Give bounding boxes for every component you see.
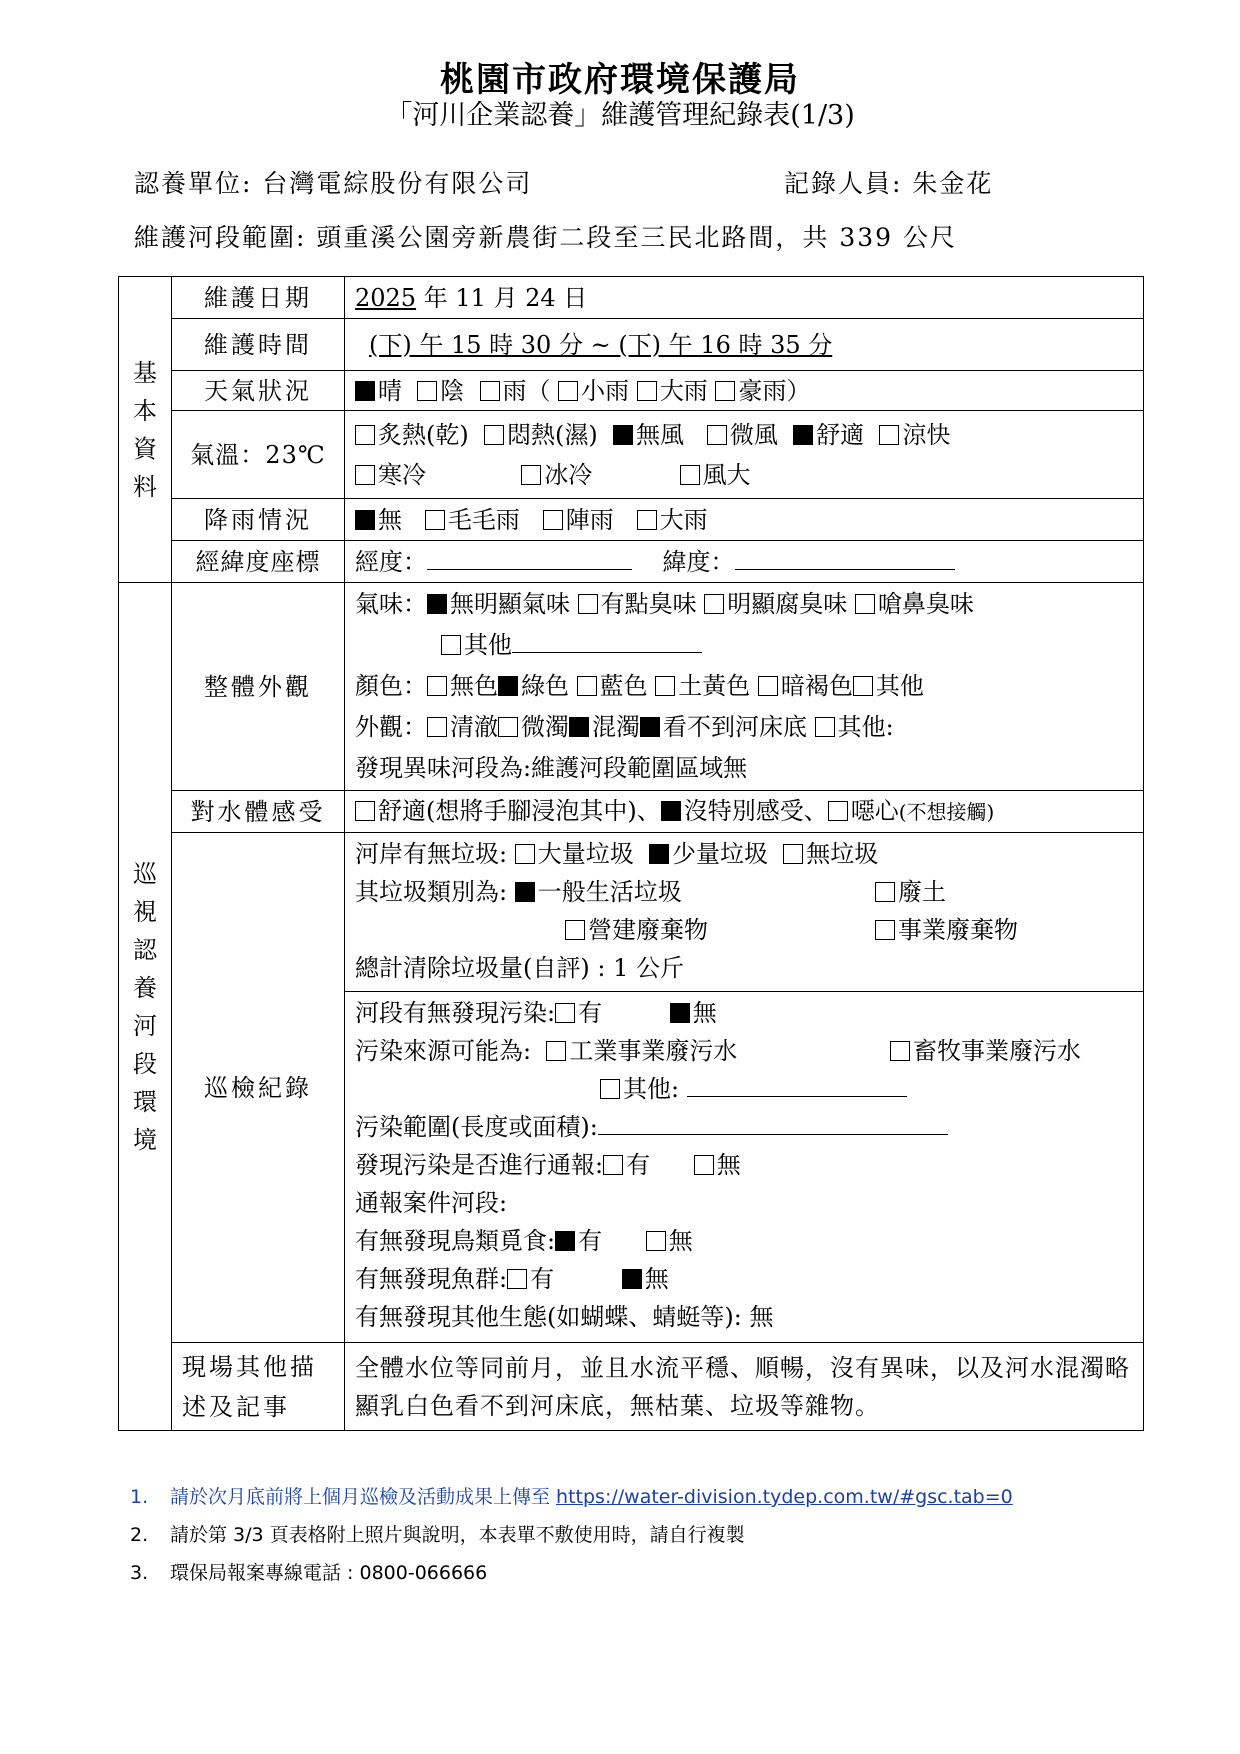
other-notes-text: 全體水位等同前月，並且水流平穩、順暢，沒有異味，以及河水混濁略顯乳白色看不到河床底，無枯葉、垃圾等雜物。 (345, 1343, 1144, 1431)
source-other-checkbox[interactable] (600, 1079, 620, 1099)
note-1: 1. 請於次月底前將上個月巡檢及活動成果上傳至 https://water-division.tydep.com.tw/#gsc.tab=0 (130, 1486, 1013, 1508)
temp-freezing-checkbox[interactable] (521, 465, 541, 485)
pollution-yes-checkbox[interactable] (555, 1003, 575, 1023)
temp-no-wind-checkbox[interactable] (613, 425, 633, 445)
temp-hot-humid-checkbox[interactable] (484, 425, 504, 445)
temperature-label: 氣溫：23℃ (172, 411, 345, 499)
other-ecology: 有無發現其他生態(如蝴蝶、蜻蜓等): 無 (355, 1303, 774, 1331)
temp-cool-checkbox[interactable] (879, 425, 899, 445)
latitude-label: 緯度： (662, 547, 735, 576)
time-value: (下) 午 15 時 30 分 ~ (下) 午 16 時 35 分 (345, 319, 1144, 371)
date-label: 維護日期 (172, 277, 345, 319)
inspection-details: 河岸有無垃圾: 大量垃圾 少量垃圾 無垃圾 其垃圾類別為: 一般生活垃圾 廢土 營建廢棄物 事業廢棄物 總計清除垃圾量(自評) : 1 公斤 河段有無發現污染: 有 無 污染來源可能為: 工業事業廢污水 畜牧事業廢污水 其他: 污染範圍(長度或面積): 發現污染是否進行通報: 有 無 通報案件河段: 有無發現鳥類覓食: 有 無 有無發現魚群: 有 無 有無發現其他生態(如蝴蝶、蜻蜓等): 無 (345, 833, 1144, 1343)
trash-little-checkbox[interactable] (649, 844, 669, 864)
trash-soil-checkbox[interactable] (875, 882, 895, 902)
fish-yes-checkbox[interactable] (507, 1269, 527, 1289)
weather-cloudy-checkbox[interactable] (417, 381, 437, 401)
report-segment: 通報案件河段: (355, 1189, 508, 1217)
document-subtitle: 「河川企業認養」維護管理紀錄表(1/3) (385, 100, 855, 131)
note-3: 3. 環保局報案專線電話 : 0800-066666 (130, 1562, 488, 1584)
coordinates-fields (345, 541, 1144, 583)
temp-cold-checkbox[interactable] (355, 465, 375, 485)
trash-none-checkbox[interactable] (783, 844, 803, 864)
color-brown-checkbox[interactable] (758, 676, 778, 696)
temp-hot-dry-checkbox[interactable] (355, 425, 375, 445)
weather-light-rain-checkbox[interactable] (558, 381, 578, 401)
date-value: 2025 年 11 月 24 日 (345, 277, 1144, 319)
odor-slight-checkbox[interactable] (578, 594, 598, 614)
range-label: 維護河段範圍: (134, 223, 307, 252)
inspection-label: 巡檢紀錄 (172, 833, 345, 1343)
rainfall-options: 無 毛毛雨 陣雨 大雨 (345, 499, 1144, 541)
recorder-label: 記錄人員: (784, 169, 903, 198)
temperature-options: 炙熱(乾) 悶熱(濕) 無風 微風 舒適 涼快 寒冷 冰冷 風大 (345, 411, 1144, 499)
pollution-range-field[interactable] (598, 1112, 948, 1135)
fish-no-checkbox[interactable] (622, 1269, 642, 1289)
look-clear-checkbox[interactable] (427, 717, 447, 737)
maintenance-range (134, 218, 957, 254)
rainfall-drizzle-checkbox[interactable] (425, 510, 445, 530)
longitude-field[interactable] (427, 547, 632, 570)
odor-obvious-checkbox[interactable] (704, 594, 724, 614)
temp-windy-checkbox[interactable] (680, 465, 700, 485)
source-livestock-checkbox[interactable] (890, 1041, 910, 1061)
weather-sunny-checkbox[interactable] (355, 381, 375, 401)
trash-amount: 總計清除垃圾量(自評) : 1 公斤 (355, 954, 684, 982)
weather-rain-checkbox[interactable] (480, 381, 500, 401)
pollution-no-checkbox[interactable] (670, 1003, 690, 1023)
odor-section-text: 發現異味河段為:維護河段範圍區域無 (355, 754, 748, 782)
longitude-label: 經度： (355, 547, 427, 576)
odor-pungent-checkbox[interactable] (855, 594, 875, 614)
odor-none-checkbox[interactable] (427, 594, 447, 614)
range-value: 頭重溪公園旁新農街二段至三民北路間，共 339 公尺 (316, 223, 958, 252)
birds-no-checkbox[interactable] (646, 1231, 666, 1251)
feel-comfortable-checkbox[interactable] (355, 801, 375, 821)
feel-nothing-checkbox[interactable] (661, 801, 681, 821)
weather-options: 晴 陰 雨（ 小雨 大雨 豪雨） (345, 371, 1144, 411)
record-form-table (118, 276, 1144, 1431)
basic-section-label: 基本資料 (119, 277, 172, 583)
color-blue-checkbox[interactable] (577, 676, 597, 696)
source-other-field[interactable] (687, 1074, 907, 1097)
temp-comfortable-checkbox[interactable] (793, 425, 813, 445)
weather-heavy-rain-checkbox[interactable] (637, 381, 657, 401)
recorder-value: 朱金花 (912, 169, 994, 198)
trash-lots-checkbox[interactable] (515, 844, 535, 864)
coordinates-label: 經緯度座標 (172, 541, 345, 583)
footnotes (130, 1478, 1013, 1592)
appearance-details: 氣味： 無明顯氣味 有點臭味 明顯腐臭味 嗆鼻臭味 其他 顏色： 無色 綠色 藍色 土黃色 暗褐色 其他 外觀： 清澈 微濁 混濁 看不到河床底 其他: 發現異味河段為:維護河段範圍區域無 (345, 583, 1144, 791)
look-slight-checkbox[interactable] (498, 717, 518, 737)
color-other-checkbox[interactable] (853, 676, 873, 696)
time-label: 維護時間 (172, 319, 345, 371)
rainfall-heavy-checkbox[interactable] (637, 510, 657, 530)
report-yes-checkbox[interactable] (603, 1155, 623, 1175)
adopting-unit (134, 164, 532, 200)
color-colorless-checkbox[interactable] (427, 676, 447, 696)
weather-label: 天氣狀況 (172, 371, 345, 411)
color-earth-checkbox[interactable] (655, 676, 675, 696)
note-2: 2. 請於第 3/3 頁表格附上照片與說明，本表單不敷使用時，請自行複製 (130, 1524, 745, 1546)
patrol-section-label: 巡視認養河段環境 (119, 583, 172, 1431)
rainfall-label: 降雨情況 (172, 499, 345, 541)
rainfall-none-checkbox[interactable] (355, 510, 375, 530)
upload-link[interactable]: https://water-division.tydep.com.tw/#gsc.tab=0 (556, 1486, 1013, 1508)
unit-value: 台灣電綜股份有限公司 (262, 169, 533, 198)
water-feeling-label: 對水體感受 (172, 791, 345, 833)
birds-yes-checkbox[interactable] (555, 1231, 575, 1251)
appearance-label: 整體外觀 (172, 583, 345, 791)
report-no-checkbox[interactable] (694, 1155, 714, 1175)
trash-household-checkbox[interactable] (515, 882, 535, 902)
temp-breeze-checkbox[interactable] (707, 425, 727, 445)
source-industrial-checkbox[interactable] (546, 1041, 566, 1061)
look-no-bottom-checkbox[interactable] (640, 717, 660, 737)
trash-industrial-checkbox[interactable] (875, 920, 895, 940)
water-feeling-options: 舒適(想將手腳浸泡其中)、 沒特別感受、 噁心(不想接觸) (345, 791, 1144, 833)
other-notes-label: 現場其他描述及記事 (172, 1343, 345, 1431)
weather-storm-checkbox[interactable] (715, 381, 735, 401)
look-turbid-checkbox[interactable] (569, 717, 589, 737)
color-green-checkbox[interactable] (498, 676, 518, 696)
feel-disgust-checkbox[interactable] (828, 801, 848, 821)
odor-other-field[interactable] (512, 630, 702, 653)
trash-construction-checkbox[interactable] (565, 920, 585, 940)
unit-label: 認養單位: (134, 169, 253, 198)
look-other-checkbox[interactable] (815, 717, 835, 737)
odor-other-checkbox[interactable] (441, 635, 461, 655)
document-title: 桃園市政府環境保護局 (440, 60, 800, 100)
rainfall-shower-checkbox[interactable] (543, 510, 563, 530)
recorder (784, 164, 993, 200)
latitude-field[interactable] (735, 547, 955, 570)
